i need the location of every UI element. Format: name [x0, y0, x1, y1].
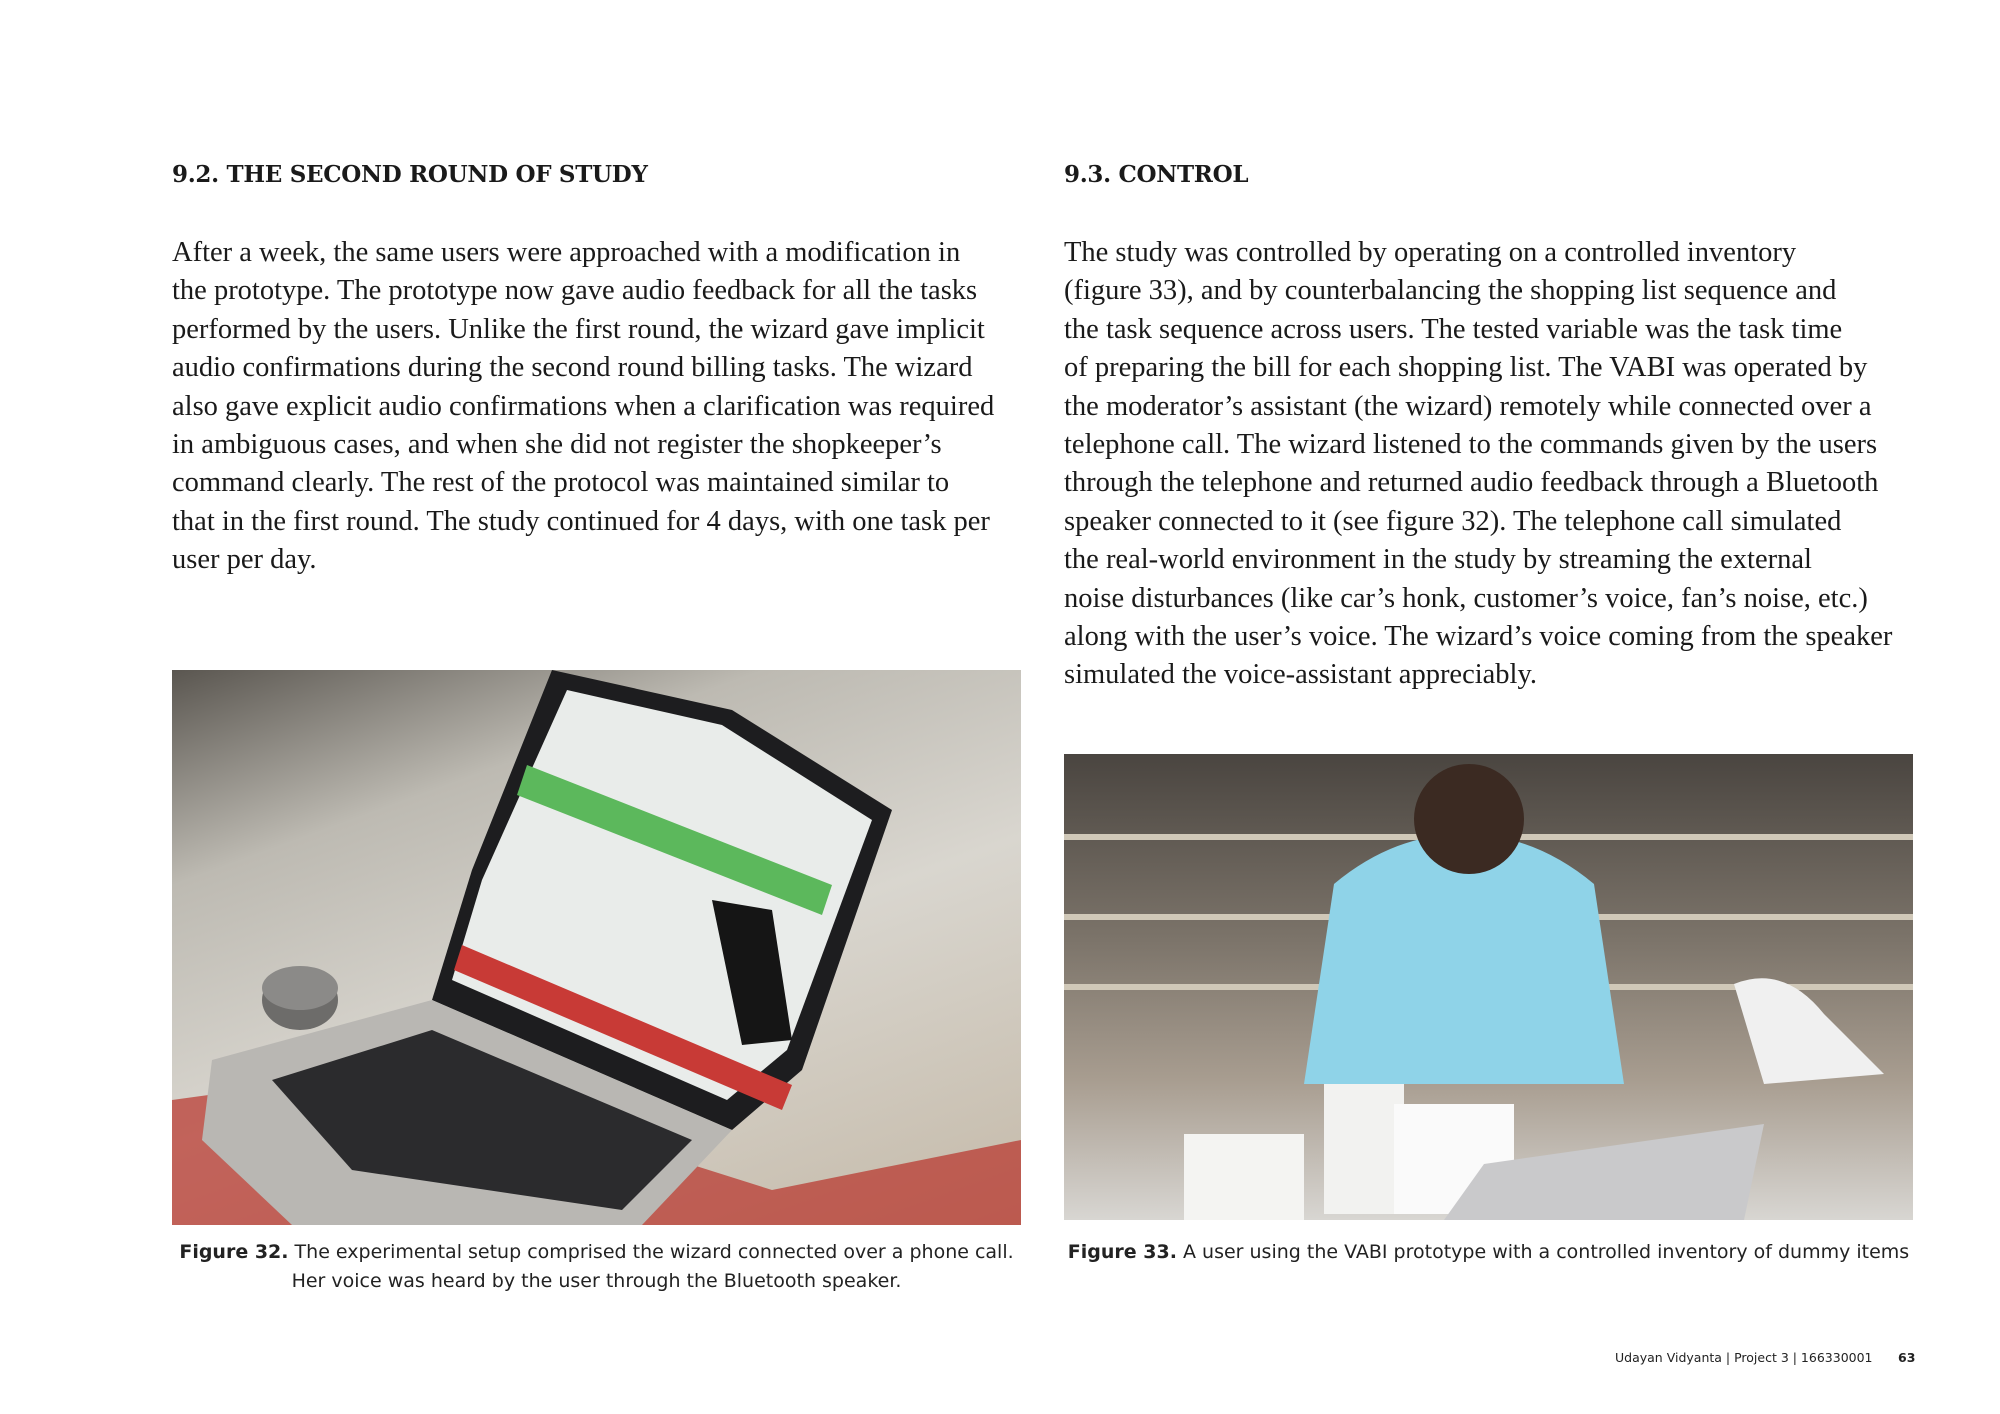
- text-line: audio confirmations during the second round billing tasks. The wizard: [172, 352, 973, 384]
- text-line: noise disturbances (like car’s honk, customer’s voice, fan’s noise, etc.): [1064, 582, 1868, 614]
- caption-text: A user using the VABI prototype with a controlled inventory of dummy items: [1183, 1241, 1910, 1263]
- caption-text: Her voice was heard by the user through the Bluetooth speaker.: [291, 1270, 902, 1292]
- text-line: also gave explicit audio confirmations when a clarification was required: [172, 390, 995, 422]
- text-line: After a week, the same users were approached with a modification in: [172, 237, 961, 268]
- text-line: user per day.: [172, 544, 317, 576]
- text-line: telephone call. The wizard listened to the commands given by the users: [1064, 429, 1878, 461]
- text-line: simulated the voice-assistant appreciably.: [1064, 659, 1537, 691]
- left-paragraph: [172, 234, 994, 580]
- text-line: along with the user’s voice. The wizard’s voice coming from the speaker: [1064, 621, 1893, 653]
- caption-text: The experimental setup comprised the wizard connected over a phone call.: [294, 1241, 1014, 1263]
- text-line: the real-world environment in the study by streaming the external: [1064, 544, 1812, 576]
- laptop-illustration: [172, 670, 1021, 1225]
- text-line: (figure 33), and by counterbalancing the shopping list sequence and: [1064, 275, 1837, 307]
- figure-32-photo: [172, 670, 1021, 1225]
- figure-33-photo: [1064, 754, 1913, 1220]
- section-heading-9-3: 9.3. CONTROL: [1064, 161, 1249, 188]
- figure-label: Figure 32.: [179, 1241, 289, 1263]
- text-line: command clearly. The rest of the protocol was maintained similar to: [172, 467, 950, 499]
- text-line: that in the first round. The study continued for 4 days, with one task per: [172, 505, 990, 537]
- page-number: 63: [1898, 1350, 1916, 1365]
- text-line: of preparing the bill for each shopping list. The VABI was operated by: [1064, 352, 1868, 384]
- figure-32-caption: [172, 1238, 1021, 1296]
- text-line: the prototype. The prototype now gave audio feedback for all the tasks: [172, 275, 978, 307]
- text-line: speaker connected to it (see figure 32). The telephone call simulated: [1064, 505, 1842, 537]
- figure-label: Figure 33.: [1067, 1241, 1177, 1263]
- figure-33-caption: [1064, 1238, 1913, 1267]
- text-line: The study was controlled by operating on a controlled inventory: [1064, 237, 1797, 268]
- text-line: the moderator’s assistant (the wizard) remotely while connected over a: [1064, 390, 1872, 422]
- text-line: in ambiguous cases, and when she did not register the shopkeeper’s: [172, 429, 942, 461]
- right-paragraph: [1064, 234, 1892, 695]
- text-line: through the telephone and returned audio feedback through a Bluetooth: [1064, 467, 1879, 499]
- section-heading-9-2: 9.2. THE SECOND ROUND OF STUDY: [172, 161, 648, 188]
- shop-illustration: [1064, 754, 1913, 1220]
- text-line: the task sequence across users. The tested variable was the task time: [1064, 313, 1843, 345]
- footer-author: Udayan Vidyanta | Project 3 | 166330001: [1615, 1350, 1873, 1365]
- text-line: performed by the users. Unlike the first round, the wizard gave implicit: [172, 313, 985, 345]
